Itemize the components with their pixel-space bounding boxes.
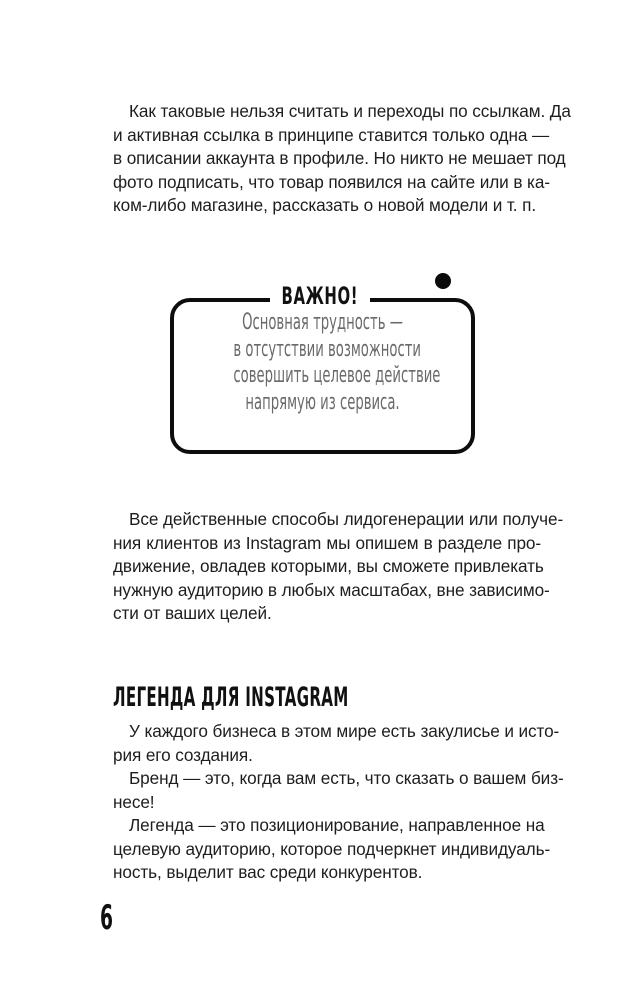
callout-line: Основная трудность — xyxy=(242,310,403,335)
text-line: в описании аккаунта в профиле. Но никто не мешает под xyxy=(113,148,566,168)
text-line: сти от ваших целей. xyxy=(113,603,272,623)
paragraph-backstage xyxy=(113,720,560,767)
callout-line: совершить целевое действие xyxy=(233,363,441,388)
text-line: ность, выделит вас среди конкурентов. xyxy=(113,862,423,882)
text-line: Все действенные способы лидогенерации или получе- xyxy=(129,509,564,529)
bullet-dot-icon xyxy=(435,273,451,289)
text-line: Бренд — это, когда вам есть, что сказать о вашем биз- xyxy=(129,768,564,788)
text-line: ком-либо магазине, рассказать о новой модели и т. п. xyxy=(113,195,537,215)
important-callout-title: ВАЖНО! xyxy=(281,282,359,310)
paragraph-brand xyxy=(113,767,564,814)
important-callout-title-wrap xyxy=(270,280,370,312)
text-line: и активная ссылка в принципе ставится только одна — xyxy=(113,124,550,145)
text-line: У каждого бизнеса в этом мире есть закулисье и исто- xyxy=(129,721,560,741)
paragraph-links xyxy=(113,100,571,218)
page-number: 6 xyxy=(100,898,114,938)
text-line: фото подписать, что товар появился на сайте или в ка- xyxy=(113,171,550,192)
text-line: движение, овладев которыми, вы сможете привлекать xyxy=(113,556,544,576)
text-line: целевую аудиторию, которое подчеркнет индивидуаль- xyxy=(113,838,551,859)
text-line: ния клиентов из Instagram мы опишем в разделе про- xyxy=(113,532,541,553)
text-line: несе! xyxy=(113,791,155,812)
text-line: рия его создания. xyxy=(113,744,253,765)
text-line: нужную аудиторию в любых масштабах, вне зависимо- xyxy=(113,579,550,600)
text-line: Легенда — это позиционирование, направленное на xyxy=(129,815,545,835)
paragraph-legend xyxy=(113,814,551,885)
important-callout-text xyxy=(174,310,471,416)
text-line: Как таковые нельзя считать и переходы по ссылкам. Да xyxy=(129,101,571,121)
section-heading: ЛЕГЕНДА ДЛЯ INSTAGRAM xyxy=(113,682,349,713)
callout-line: напрямую из сервиса. xyxy=(245,389,400,415)
callout-line: в отсутствии возможности xyxy=(233,336,422,362)
paragraph-lead-generation xyxy=(113,508,564,626)
